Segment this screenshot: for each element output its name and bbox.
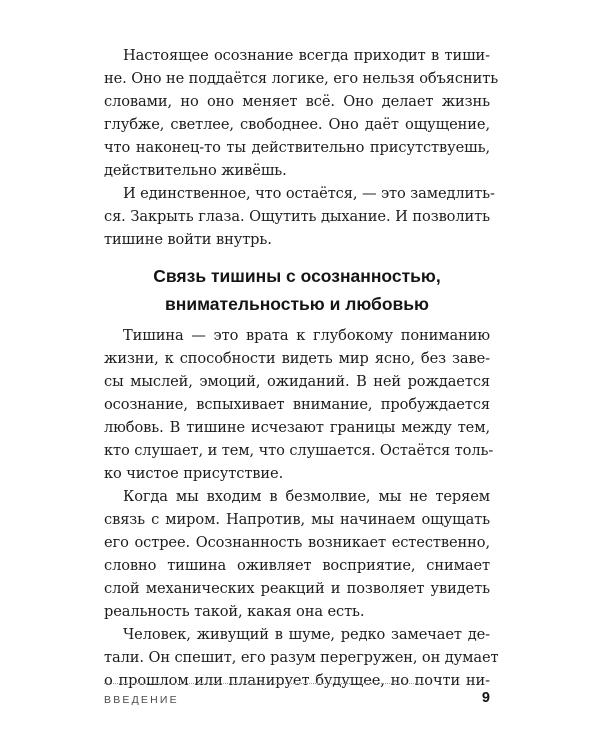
body-paragraphs [104,324,499,692]
text-line: его острее. Осознанность возникает естественно, [104,534,490,551]
text-line: тишине войти внутрь. [104,231,272,248]
text-line: И единственное, что остаётся, — это замедлить- [123,185,495,202]
text-line: что наконец-то ты действительно присутствуешь, [104,139,490,156]
intro-paragraphs [104,44,499,251]
text-line: реальность такой, какая она есть. [104,603,365,620]
section-heading-line: Связь тишины с осознанностью, [153,266,441,286]
text-line: слой механических реакций и позволяет увидеть [104,580,490,597]
page-number: 9 [481,690,490,706]
text-line: тали. Он спешит, его разум перегружен, он думает [104,649,499,666]
text-line: ко чистое присутствие. [104,465,284,482]
text-line: связь с миром. Напротив, мы начинаем ощущать [104,511,490,528]
running-footer-section: ВВЕДЕНИЕ [104,694,179,706]
text-line: любовь. В тишине исчезают границы между тем, [104,419,490,436]
text-line: сы мыслей, эмоций, ожиданий. В ней рождается [104,373,490,390]
text-line: глубже, светлее, свободнее. Оно даёт ощущение, [104,116,490,133]
section-heading-line: внимательностью и любовью [164,294,430,314]
text-line: жизни, к способности видеть мир ясно, без заве- [104,350,490,367]
text-line: не. Оно не поддаётся логике, его нельзя объяснить [104,70,499,87]
text-line: действительно живёшь. [104,162,287,179]
section-heading [104,262,490,318]
text-line: Когда мы входим в безмолвие, мы не теряем [123,488,490,505]
text-line: Настоящее осознание всегда приходит в тиши- [123,47,490,64]
text-line: кто слушает, и тем, что слушается. Остаётся толь- [104,442,494,459]
text-line: словно тишина оживляет восприятие, снимает [104,557,490,574]
text-line: словами, но оно меняет всё. Оно делает жизнь [104,93,490,110]
footer-divider [104,683,424,684]
text-line: Человек, живущий в шуме, редко замечает де- [123,626,490,643]
text-line: Тишина — это врата к глубокому пониманию [123,327,490,344]
text-line: ся. Закрыть глаза. Ощутить дыхание. И позволить [104,208,490,225]
text-line: о прошлом или планирует будущее, но почти ни- [104,672,490,689]
text-line: осознание, вспыхивает внимание, пробуждается [104,396,490,413]
